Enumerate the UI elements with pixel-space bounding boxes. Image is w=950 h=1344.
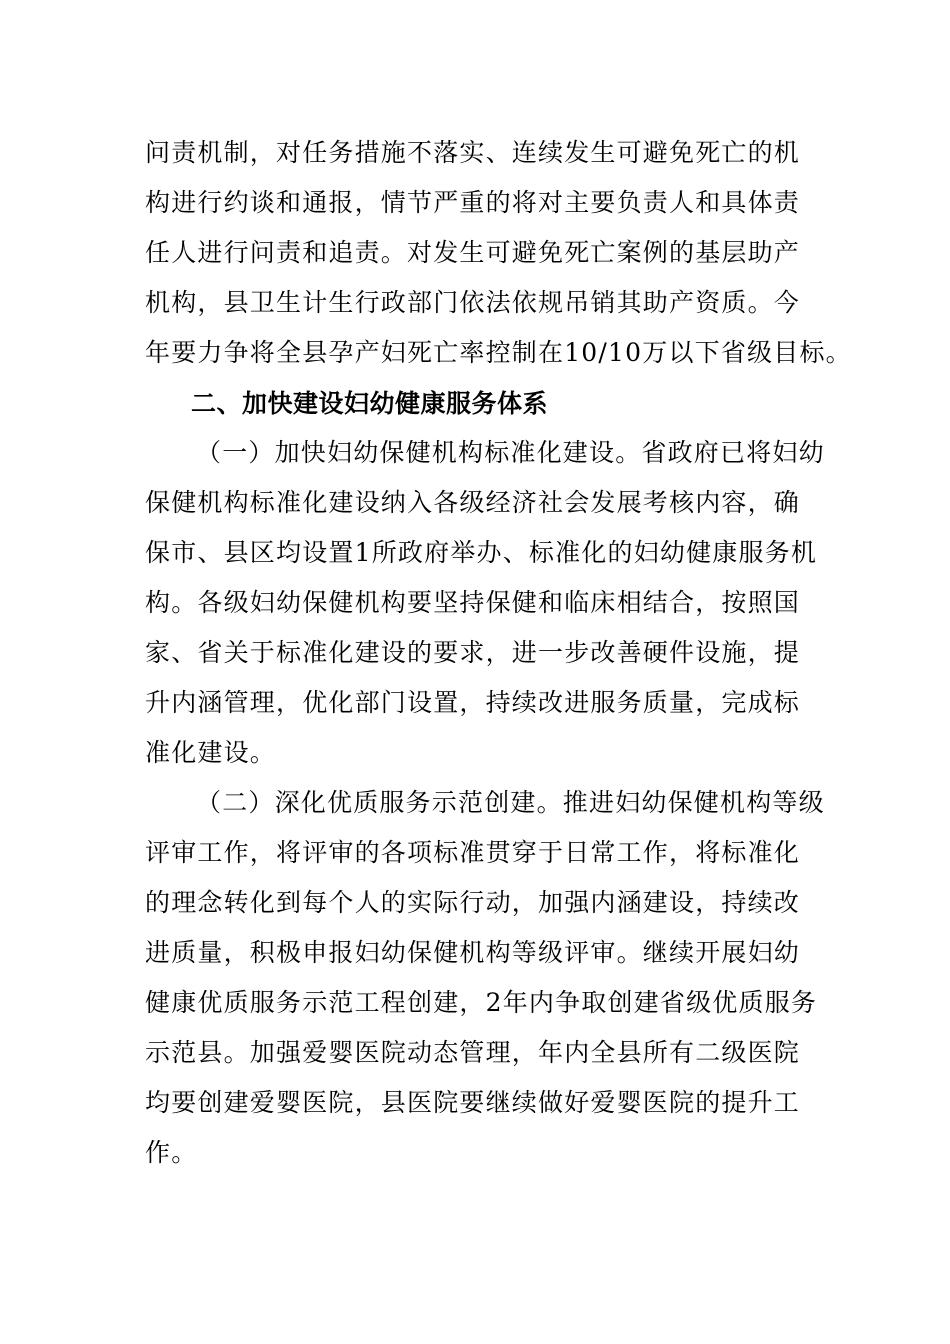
text-line: 评审工作，将评审的各项标准贯穿于日常工作，将标准化	[145, 838, 801, 867]
text-line: （二）深化优质服务示范创建。推进妇幼保健机构等级	[196, 788, 825, 817]
text-line: （一）加快妇幼保健机构标准化建设。省政府已将妇幼	[196, 438, 825, 467]
text-line: 构。各级妇幼保健机构要坚持保健和临床相结合，按照国	[145, 588, 801, 617]
text-line: 健康优质服务示范工程创建，2年内争取创建省级优质服务	[145, 988, 818, 1017]
text-line: 保市、县区均设置1所政府举办、标准化的妇幼健康服务机	[145, 538, 818, 567]
text-line: 家、省关于标准化建设的要求，进一步改善硬件设施，提	[145, 638, 801, 667]
text-line: 均要创建爱婴医院，县医院要继续做好爱婴医院的提升工	[145, 1088, 801, 1117]
text-line: 准化建设。	[145, 738, 277, 767]
text-line: 的理念转化到每个人的实际行动，加强内涵建设，持续改	[145, 888, 801, 917]
text-line: 问责机制，对任务措施不落实、连续发生可避免死亡的机	[145, 138, 801, 167]
text-line: 示范县。加强爱婴医院动态管理，年内全县所有二级医院	[145, 1038, 801, 1067]
text-line: 构进行约谈和通报，情节严重的将对主要负责人和具体责	[145, 188, 801, 217]
text-line: 机构，县卫生计生行政部门依法依规吊销其助产资质。今	[145, 288, 801, 317]
text-line: 保健机构标准化建设纳入各级经济社会发展考核内容，确	[145, 488, 801, 517]
text-line: 作。	[145, 1138, 198, 1167]
text-line: 任人进行问责和追责。对发生可避免死亡案例的基层助产	[145, 238, 801, 267]
text-line: 进质量，积极申报妇幼保健机构等级评审。继续开展妇幼	[145, 938, 801, 967]
text-line: 升内涵管理，优化部门设置，持续改进服务质量，完成标	[145, 688, 801, 717]
text-line: 年要力争将全县孕产妇死亡率控制在10/10万以下省级目标。	[145, 338, 852, 367]
section-heading: 二、加快建设妇幼健康服务体系	[191, 389, 549, 418]
